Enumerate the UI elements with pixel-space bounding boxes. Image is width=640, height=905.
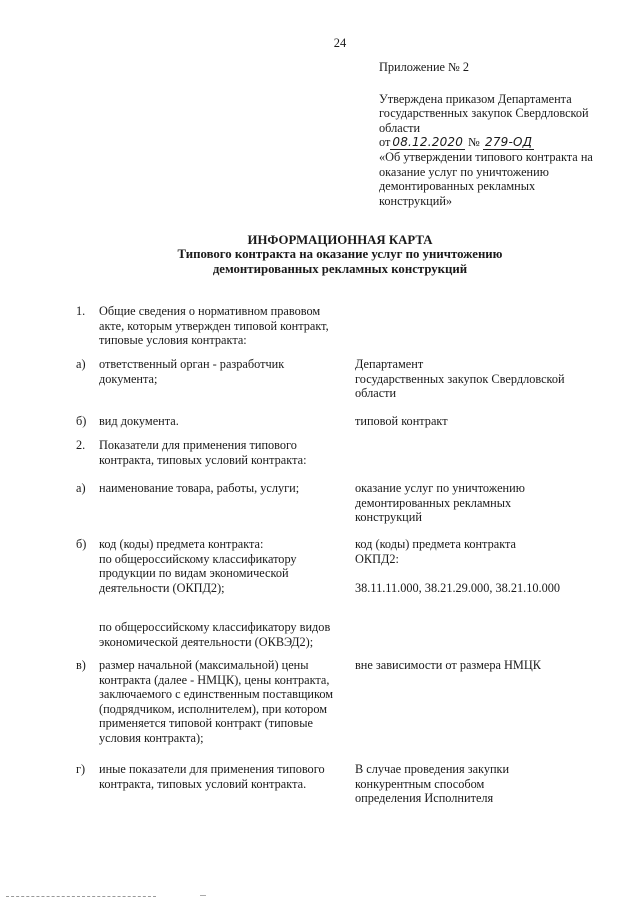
title-line-3: демонтированных рекламных конструкций [212, 261, 468, 276]
item-right-text [355, 481, 610, 525]
text-line: условия контракта); [99, 730, 204, 745]
section-2-text [99, 438, 369, 467]
text-line: типовой контракт [355, 414, 448, 428]
item-letter: б) [76, 414, 87, 428]
text-line: деятельности (ОКПД2); [99, 580, 225, 595]
scan-artifact-line [6, 896, 156, 898]
text-line: области [355, 386, 397, 401]
item-left-text [99, 537, 349, 595]
item-left-text [99, 762, 349, 791]
text-line: наименование товара, работы, услуги; [99, 481, 300, 495]
item-left-text [99, 414, 349, 429]
text-line: код (коды) предмета контракта [355, 537, 516, 551]
item-letter: б) [76, 537, 87, 551]
text-line: контракта, типовых условий контракта: [99, 452, 307, 467]
about-line-2: оказание услуг по уничтожению [379, 164, 549, 179]
item-right-text [355, 658, 610, 673]
item-right-text [355, 537, 610, 595]
section-number: 1. [76, 304, 86, 318]
text-line: типовые условия контракта: [99, 333, 247, 348]
text-line: вне зависимости от размера НМЦК [355, 658, 541, 672]
section-number: 2. [76, 438, 86, 452]
text-line: заключаемого с единственным поставщиком [99, 687, 334, 702]
item-left-text [99, 357, 349, 386]
text-line: государственных закупок Свердловской [355, 371, 565, 386]
text-line: код (коды) предмета контракта: [99, 537, 264, 551]
date-prefix: от [379, 135, 391, 150]
title-line-2: Типового контракта на оказание услуг по уничтожению [177, 247, 503, 262]
text-line: акте, которым утвержден типовой контракт, [99, 318, 329, 333]
text-line: ответственный орган - разработчик [99, 357, 285, 371]
text-line: контракта (далее - НМЦК), цены контракта, [99, 672, 330, 687]
number-prefix: № [468, 135, 480, 150]
text-line: применяется типовой контракт (типовые [99, 716, 313, 731]
item-right-text [355, 357, 610, 401]
text-line: Показатели для применения типового [99, 438, 297, 452]
text-line: Департамент [355, 357, 424, 371]
about-line-3: демонтированных рекламных [379, 179, 536, 194]
text-line: Общие сведения о нормативном правовом [99, 304, 321, 318]
about-line-1: «Об утверждении типового контракта на [379, 149, 593, 164]
text-line: по общероссийскому классификатору [99, 551, 297, 566]
about-line-4: конструкций» [379, 193, 453, 208]
text-line: продукции по видам экономической [99, 566, 289, 581]
approved-line-2: государственных закупок Свердловской [379, 106, 589, 121]
approved-line-1: Утверждена приказом Департамента [379, 91, 572, 106]
text-line: В случае проведения закупки [355, 762, 510, 776]
text-line: контракта, типовых условий контракта. [99, 776, 307, 791]
document-title [0, 233, 640, 276]
item-letter: в) [76, 658, 86, 672]
item-letter: г) [76, 762, 86, 776]
item-letter: а) [76, 357, 86, 371]
text-line: размер начальной (максимальной) цены [99, 658, 309, 672]
item-letter: а) [76, 481, 86, 495]
item-left-text [99, 481, 349, 496]
text-line: оказание услуг по уничтожению [355, 481, 525, 495]
okpd2-codes: 38.11.11.000, 38.21.29.000, 38.21.10.000 [355, 580, 561, 595]
text-line: конструкций [355, 510, 422, 525]
scan-artifact-dot [200, 895, 206, 896]
item-left-text [99, 658, 349, 746]
text-line: демонтированных рекламных [355, 495, 512, 510]
item-left-text [99, 620, 369, 649]
text-line: по общероссийскому классификатору видов [99, 620, 331, 634]
appendix-block [379, 60, 619, 208]
text-line: иные показатели для применения типового [99, 762, 325, 776]
order-number-handwritten: 279-ОД [484, 135, 533, 150]
text-line: вид документа. [99, 414, 179, 428]
text-line: ОКПД2: [355, 551, 399, 566]
order-date-line [379, 135, 619, 150]
text-line: экономической деятельности (ОКВЭД2); [99, 634, 314, 649]
text-line: (подрядчиком, исполнителем), при котором [99, 701, 328, 716]
item-right-text [355, 414, 610, 429]
page-number: 24 [333, 36, 347, 50]
section-1-text [99, 304, 369, 348]
appendix-label: Приложение № 2 [379, 60, 470, 74]
text-line: определения Исполнителя [355, 791, 494, 806]
approved-line-3: области [379, 120, 421, 135]
order-date-handwritten: 08.12.2020 [392, 135, 464, 150]
text-line: документа; [99, 371, 158, 386]
item-right-text [355, 762, 610, 806]
title-line-1: ИНФОРМАЦИОННАЯ КАРТА [247, 233, 433, 247]
text-line: конкурентным способом [355, 776, 485, 791]
